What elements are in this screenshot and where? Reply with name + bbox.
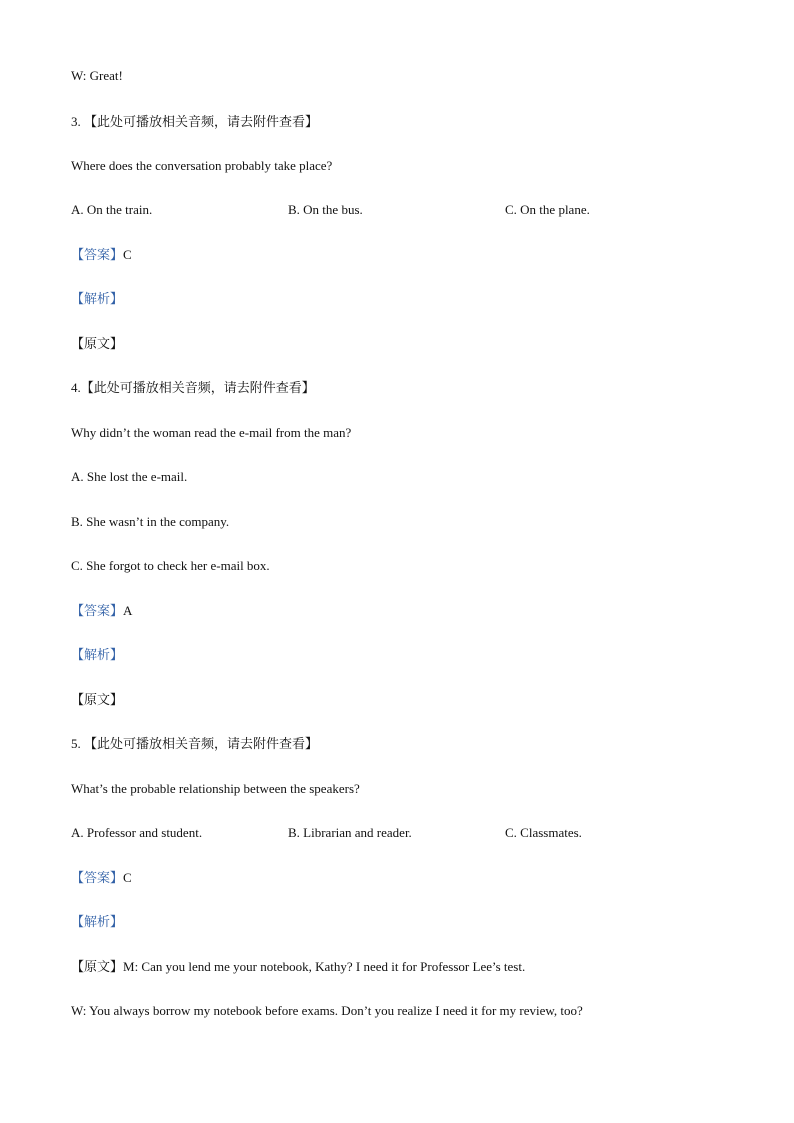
- analysis-label: 【解析】: [71, 647, 124, 662]
- transcript-line: M: Can you lend me your notebook, Kathy? I need it for Professor Lee’s test.: [123, 959, 526, 974]
- answer-value: A: [123, 603, 133, 618]
- option-c: C. On the plane.: [505, 202, 590, 217]
- answer-value: C: [123, 870, 132, 885]
- option-a: A. On the train.: [71, 202, 153, 217]
- answer-row: [71, 869, 132, 887]
- question-number: 5.: [71, 736, 81, 751]
- option-c: C. She forgot to check her e-mail box.: [71, 558, 270, 573]
- question-number: 3.: [71, 114, 81, 129]
- option-c: C. Classmates.: [505, 825, 582, 840]
- original-label: 【原文】: [71, 336, 124, 351]
- answer-label: 【答案】: [71, 247, 124, 262]
- answer-row: [71, 602, 132, 620]
- transcript-line: W: You always borrow my notebook before exams. Don’t you realize I need it for my review, too?: [71, 1003, 583, 1018]
- question-5-header: [71, 735, 318, 753]
- answer-row: [71, 246, 132, 264]
- question-4-header: [71, 379, 315, 397]
- audio-note: 【此处可播放相关音频，请去附件查看】: [84, 736, 319, 751]
- question-3-text: Where does the conversation probably take place?: [71, 158, 333, 173]
- answer-label: 【答案】: [71, 603, 124, 618]
- answer-value: C: [123, 247, 132, 262]
- analysis-label: 【解析】: [71, 914, 124, 929]
- question-4-text: Why didn’t the woman read the e-mail from the man?: [71, 425, 352, 440]
- audio-note: 【此处可播放相关音频，请去附件查看】: [80, 380, 315, 395]
- option-b: B. Librarian and reader.: [288, 825, 412, 840]
- option-b: B. On the bus.: [288, 202, 363, 217]
- option-a: A. Professor and student.: [71, 825, 203, 840]
- analysis-label: 【解析】: [71, 291, 124, 306]
- answer-label: 【答案】: [71, 870, 124, 885]
- original-label: 【原文】: [71, 692, 124, 707]
- option-a: A. She lost the e-mail.: [71, 469, 188, 484]
- original-label: 【原文】: [71, 959, 124, 974]
- transcript-row: [71, 958, 525, 976]
- question-number: 4.: [71, 380, 81, 395]
- option-b: B. She wasn’t in the company.: [71, 514, 230, 529]
- question-3-header: [71, 113, 318, 131]
- audio-note: 【此处可播放相关音频，请去附件查看】: [84, 114, 319, 129]
- dialogue-line: W: Great!: [71, 68, 123, 83]
- question-5-text: What’s the probable relationship between the speakers?: [71, 781, 360, 796]
